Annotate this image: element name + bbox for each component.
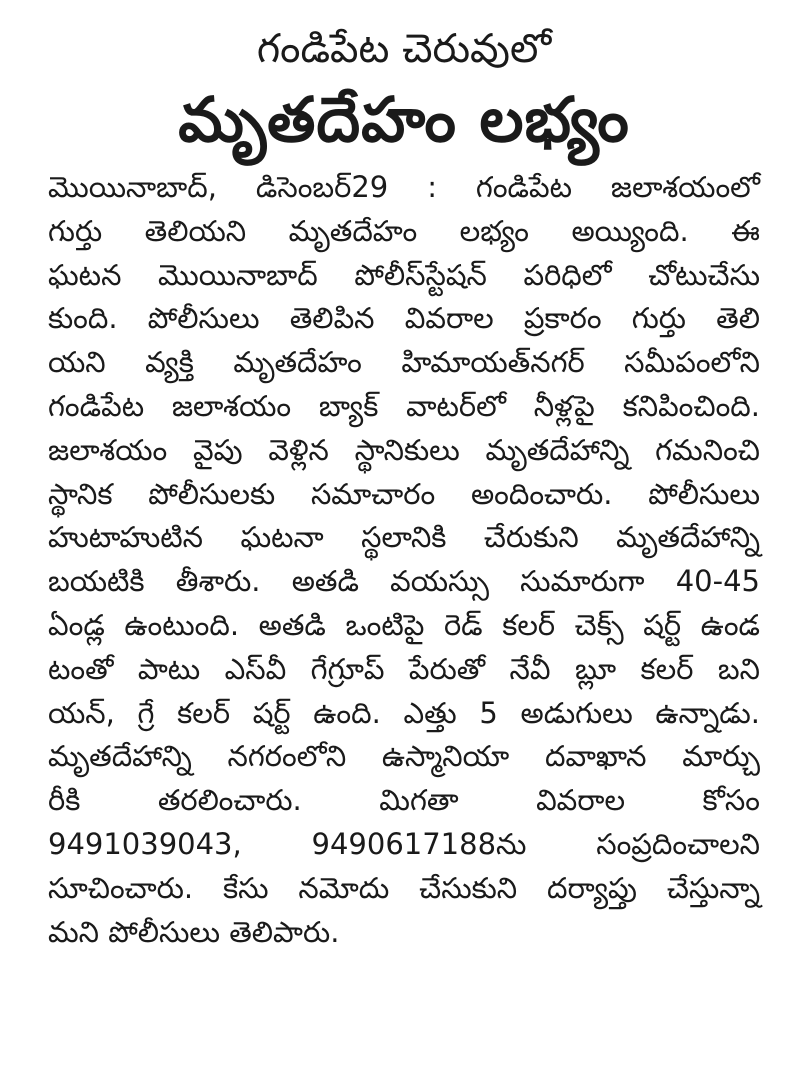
- article-line: గండిపేట జలాశయం బ్యాక్ వాటర్‌లో నీళ్లపై కనిపించింది.: [48, 388, 760, 423]
- article-line: మని పోలీసులు తెలిపారు.: [48, 914, 340, 949]
- article-line: టంతో పాటు ఎస్‌వీ గేగ్రూప్ పేరుతో నేవీ బ్లూ కలర్ బని: [48, 651, 760, 686]
- article-line: యని వ్యక్తి మృతదేహం హిమాయత్‌నగర్ సమీపంలోని: [48, 345, 760, 380]
- article-line: ఏండ్ల ఉంటుంది. అతడి ఒంటిపై రెడ్ కలర్ చెక్స్ షర్ట్ ఉండ: [48, 607, 760, 642]
- article-kicker: గండిపేట చెరువులో: [256, 26, 552, 72]
- article-body: [48, 166, 760, 954]
- article-line: రీకి తరలించారు. మిగతా వివరాల కోసం: [48, 783, 760, 818]
- article-line: మృతదేహాన్ని నగరంలోని ఉస్మానియా దవాఖాన మార్చు: [48, 739, 760, 774]
- article-headline: మృతదేహం లభ్యం: [178, 83, 630, 156]
- article-line: యన్, గ్రే కలర్ షర్ట్ ఉంది. ఎత్తు 5 అడుగులు ఉన్నాడు.: [48, 695, 760, 730]
- article-line: గుర్తు తెలియని మృతదేహం లభ్యం అయ్యింది. ఈ: [48, 213, 760, 248]
- article-line: 9491039043, 9490617188ను సంప్రదించాలని: [48, 826, 760, 861]
- article-line: జలాశయం వైపు వెళ్లిన స్థానికులు మృతదేహాన్ని గమనించి: [48, 432, 760, 467]
- article-line: సూచించారు. కేసు నమోదు చేసుకుని దర్యాప్తు చేస్తున్నా: [48, 870, 760, 905]
- article-line: బయటికి తీశారు. అతడి వయస్సు సుమారుగా 40-45: [48, 564, 760, 599]
- article-line: ఘటన మొయినాబాద్ పోలీస్‌స్టేషన్ పరిధిలో చోటుచేసు: [48, 257, 760, 292]
- article-line: స్థానిక పోలీసులకు సమాచారం అందించారు. పోలీసులు: [48, 476, 760, 511]
- article-line: మొయినాబాద్, డిసెంబర్29 : గండిపేట జలాశయంలో: [48, 170, 760, 204]
- article-line: హుటాహుటిన ఘటనా స్థలానికి చేరుకుని మృతదేహాన్ని: [48, 520, 760, 555]
- article-line: కుంది. పోలీసులు తెలిపిన వివరాల ప్రకారం గుర్తు తెలి: [48, 301, 760, 336]
